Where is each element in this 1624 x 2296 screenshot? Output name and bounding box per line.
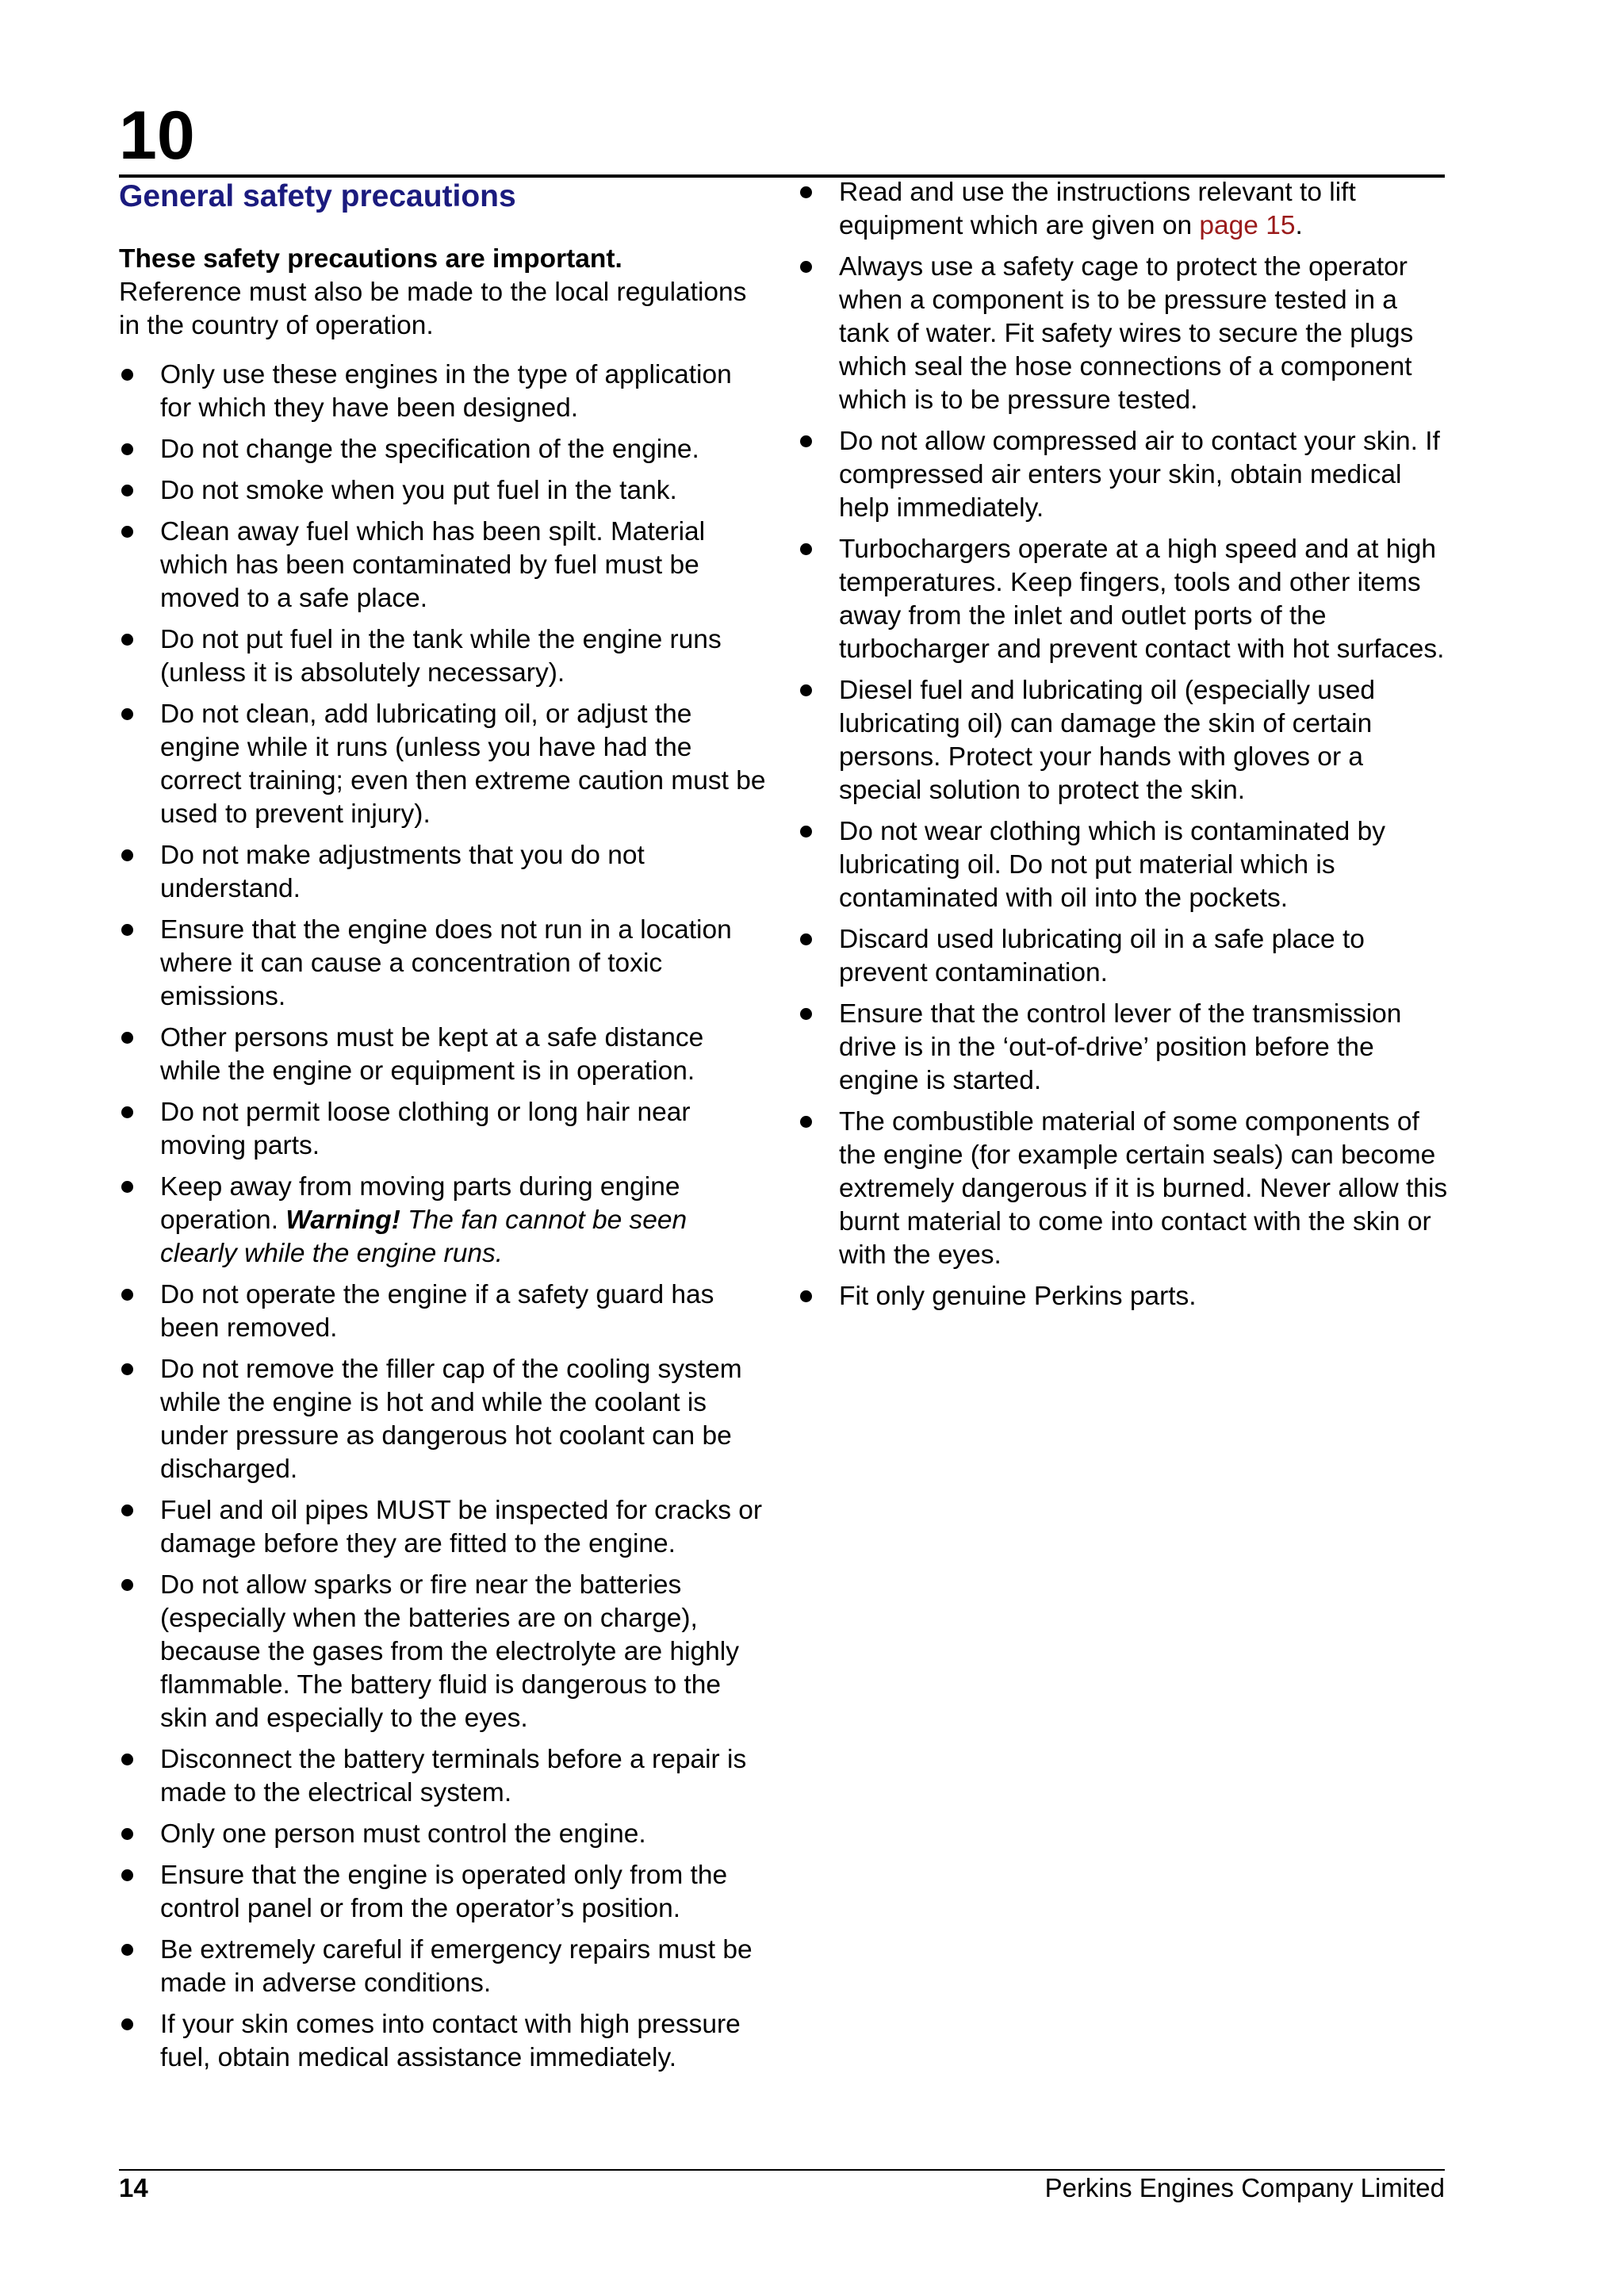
bullet-icon xyxy=(121,1579,133,1591)
list-item-text: Do not permit loose clothing or long hair near moving parts. xyxy=(160,1098,691,1160)
list-item-text: Turbochargers operate at a high speed and at high temperatures. Keep fingers, tools and other items away from the inlet and outlet ports of the turbocharger and prevent contact with hot surfaces. xyxy=(839,535,1445,664)
list-item xyxy=(119,2008,769,2075)
list-item-text: Fit only genuine Perkins parts. xyxy=(839,1282,1197,1311)
intro-paragraph xyxy=(119,243,769,343)
bullet-icon xyxy=(800,1290,812,1302)
list-item-text: Disconnect the battery terminals before a repair is made to the electrical system. xyxy=(160,1745,747,1807)
list-item-text: Do not allow compressed air to contact your skin. If compressed air enters your skin, obtain medical help immediately. xyxy=(839,427,1440,523)
list-item xyxy=(119,1494,769,1561)
list-item xyxy=(119,1353,769,1486)
list-item-text: Be extremely careful if emergency repairs must be made in adverse conditions. xyxy=(160,1935,753,1998)
bullet-icon xyxy=(121,443,133,455)
bullet-icon xyxy=(121,1032,133,1044)
bullet-icon xyxy=(121,2018,133,2030)
list-item xyxy=(798,674,1448,807)
left-column xyxy=(119,243,769,2083)
list-item xyxy=(119,433,769,466)
bullet-icon xyxy=(800,186,812,198)
list-item xyxy=(119,516,769,615)
bullet-icon xyxy=(121,485,133,496)
bullet-icon xyxy=(800,543,812,555)
list-item xyxy=(798,998,1448,1098)
list-item-text: The combustible material of some components of the engine (for example certain seals) can become extremely dangerous if it is burned. Never allow this burnt material to come into contact with the skin or with the eyes. xyxy=(839,1107,1448,1270)
list-item-text: Do not change the specification of the engine. xyxy=(160,435,699,464)
list-item-text: Clean away fuel which has been spilt. Material which has been contaminated by fuel must be moved to a safe place. xyxy=(160,517,706,613)
warning-text: The fan cannot be seen clearly while the engine runs. xyxy=(160,1205,688,1268)
bullet-icon xyxy=(121,369,133,381)
list-item-text: Only one person must control the engine. xyxy=(160,1819,646,1849)
list-item xyxy=(119,1569,769,1735)
bullet-icon xyxy=(121,924,133,936)
list-item-text: Do not wear clothing which is contaminated by lubricating oil. Do not put material which is contaminated with oil into the pockets. xyxy=(839,817,1385,913)
list-item-text: Ensure that the engine does not run in a location where it can cause a concentration of toxic emissions. xyxy=(160,915,732,1011)
list-item-warning xyxy=(119,1171,769,1271)
footer-rule xyxy=(119,2169,1445,2171)
list-item xyxy=(798,176,1448,243)
safety-list-left xyxy=(119,358,769,2075)
list-item-text: Ensure that the control lever of the transmission drive is in the ‘out-of-drive’ position before the engine is started. xyxy=(839,999,1402,1095)
list-item xyxy=(798,533,1448,666)
list-item-text: Do not allow sparks or fire near the batteries (especially when the batteries are on charge), because the gases from the electrolyte are highly flammable. The battery fluid is dangerous to the skin and especially to the eyes. xyxy=(160,1570,739,1733)
list-item-text: Do not put fuel in the tank while the engine runs (unless it is absolutely necessary). xyxy=(160,625,722,688)
bullet-icon xyxy=(121,708,133,720)
list-item xyxy=(798,425,1448,525)
bullet-icon xyxy=(800,1008,812,1020)
list-item-suffix: . xyxy=(1295,211,1303,240)
list-item xyxy=(798,923,1448,990)
list-item-text: If your skin comes into contact with high pressure fuel, obtain medical assistance immediately. xyxy=(160,2010,741,2072)
list-item-text: Ensure that the engine is operated only from the control panel or from the operator’s position. xyxy=(160,1861,728,1923)
list-item xyxy=(119,1818,769,1851)
list-item xyxy=(119,623,769,690)
list-item xyxy=(798,815,1448,915)
list-item xyxy=(798,1106,1448,1272)
bullet-icon xyxy=(121,849,133,861)
section-title: General safety precautions xyxy=(119,179,516,213)
bullet-icon xyxy=(800,684,812,696)
list-item xyxy=(119,1934,769,2000)
list-item xyxy=(119,914,769,1014)
list-item-text: Do not make adjustments that you do not understand. xyxy=(160,841,645,903)
page-reference-link[interactable]: page 15 xyxy=(1199,211,1296,240)
list-item-text: Diesel fuel and lubricating oil (especially used lubricating oil) can damage the skin of certain persons. Protect your hands with gloves or a special solution to protect the skin. xyxy=(839,676,1375,805)
intro-bold-text: These safety precautions are important. xyxy=(119,244,622,274)
list-item xyxy=(119,474,769,508)
bullet-icon xyxy=(800,826,812,838)
bullet-icon xyxy=(121,1754,133,1765)
list-item-text: Do not remove the filler cap of the cooling system while the engine is hot and while the coolant is under pressure as dangerous hot coolant can be discharged. xyxy=(160,1355,742,1484)
list-item-text: Read and use the instructions relevant to lift equipment which are given on xyxy=(839,178,1356,240)
list-item-text: Always use a safety cage to protect the operator when a component is to be pressure tested in a tank of water. Fit safety wires to secure the plugs which seal the hose connections of a component which is to be pressure tested. xyxy=(839,252,1414,415)
footer-company-name: Perkins Engines Company Limited xyxy=(1044,2173,1445,2202)
bullet-icon xyxy=(121,1106,133,1118)
list-item xyxy=(798,251,1448,417)
list-item-text: Only use these engines in the type of application for which they have been designed. xyxy=(160,360,732,423)
bullet-icon xyxy=(121,1504,133,1516)
bullet-icon xyxy=(800,1116,812,1128)
list-item xyxy=(798,1280,1448,1313)
list-item-text: Discard used lubricating oil in a safe place to prevent contamination. xyxy=(839,925,1365,987)
list-item xyxy=(119,1743,769,1810)
bullet-icon xyxy=(121,526,133,538)
list-item-text: Do not operate the engine if a safety guard has been removed. xyxy=(160,1280,714,1343)
list-item xyxy=(119,1278,769,1345)
list-item xyxy=(119,839,769,906)
list-item xyxy=(119,1096,769,1163)
bullet-icon xyxy=(121,1828,133,1840)
bullet-icon xyxy=(121,1944,133,1956)
bullet-icon xyxy=(800,435,812,447)
safety-list-right xyxy=(798,176,1448,1313)
list-item xyxy=(119,1022,769,1088)
list-item-text: Other persons must be kept at a safe distance while the engine or equipment is in operation. xyxy=(160,1023,704,1086)
list-item-text: Keep away from moving parts during engine operation. xyxy=(160,1172,680,1235)
list-item xyxy=(119,358,769,425)
bullet-icon xyxy=(800,261,812,273)
list-item-text: Fuel and oil pipes MUST be inspected for cracks or damage before they are fitted to the engine. xyxy=(160,1496,763,1558)
bullet-icon xyxy=(121,1289,133,1301)
list-item-text: Do not smoke when you put fuel in the tank. xyxy=(160,476,677,505)
bullet-icon xyxy=(121,1181,133,1193)
intro-text: Reference must also be made to the local regulations in the country of operation. xyxy=(119,278,747,340)
bullet-icon xyxy=(121,634,133,646)
list-item-text: Do not clean, add lubricating oil, or adjust the engine while it runs (unless you have had the correct training; even then extreme caution must be used to prevent injury). xyxy=(160,700,766,829)
footer-page-number: 14 xyxy=(119,2173,148,2202)
chapter-number: 10 xyxy=(119,98,195,174)
warning-label: Warning! xyxy=(285,1205,400,1235)
list-item xyxy=(119,1859,769,1926)
list-item xyxy=(119,698,769,831)
bullet-icon xyxy=(121,1363,133,1375)
right-column xyxy=(798,176,1448,1321)
bullet-icon xyxy=(121,1869,133,1881)
bullet-icon xyxy=(800,933,812,945)
